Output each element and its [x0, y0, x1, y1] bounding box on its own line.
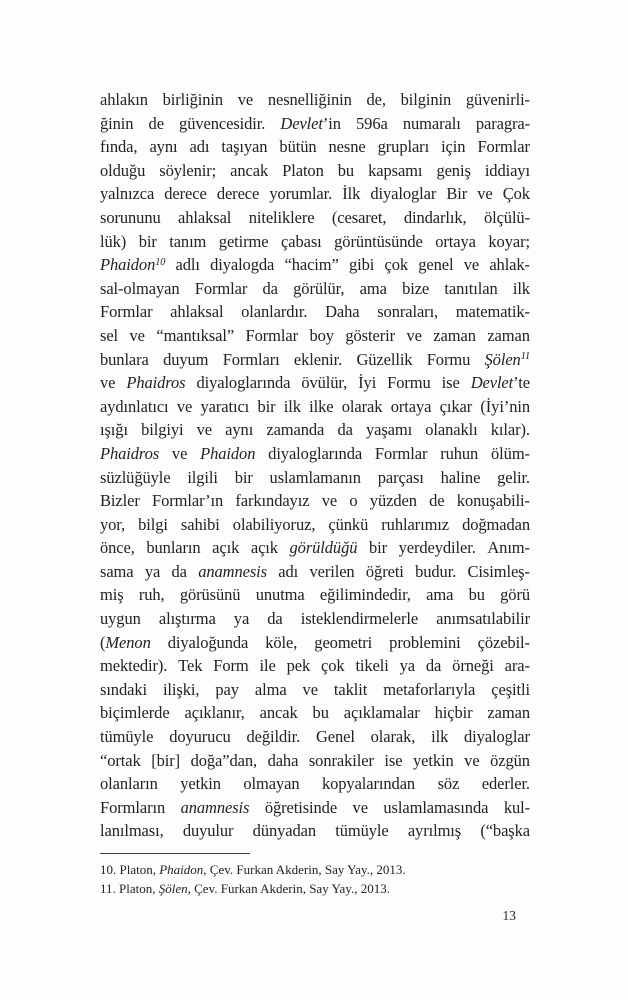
text-line: ışığı bilgiyi ve aynı zamanda da yaşamı olanaklı kılar).	[100, 420, 530, 440]
text-line: sel ve “mantıksal” Formlar boy gösterir ve zaman zaman	[100, 325, 530, 345]
paragraph	[100, 90, 530, 845]
page-number: 13	[502, 908, 516, 923]
text-line: sındaki ilişki, pay alma ve taklit metaforlarıyla çeşitli	[100, 679, 530, 699]
text-line: olduğu söylenir; ancak Platon bu kapsamı geniş iddiayı	[100, 160, 530, 180]
text-line: miş ruh, görüsünü unutma eğilimindedir, ama bu görü	[100, 585, 530, 605]
text-line: olanların yetkin olmayan kopyalarından söz ederler.	[100, 774, 530, 794]
text-line: bunlara duyum Formları eklenir. Güzellik Formu Şölen$^{11}$	[100, 349, 530, 369]
text-line: Phaidros ve Phaidon diyaloglarında Formlar ruhun ölüm-	[100, 443, 530, 463]
text-line: sorununu ahlaksal niteliklere (cesaret, dindarlık, ölçülü-	[100, 207, 530, 227]
text-line: tümüyle doyurucu değildir. Genel olarak, ilk diyaloglar	[100, 727, 530, 747]
text-line: sama ya da anamnesis adı verilen öğreti budur. Cisimleş-	[100, 561, 530, 581]
text-line: aydınlatıcı ve yaratıcı bir ilk ilke olarak ortaya çıkar (İyi’nin	[100, 396, 530, 416]
text-line: lük) bir tanım getirme çabası görüntüsünde ortaya koyar;	[100, 231, 530, 251]
text-line: ve Phaidros diyaloglarında övülür, İyi Formu ise Devlet’te	[100, 373, 530, 393]
text-line: mektedir). Tek Form ile pek çok tikeli ya da örneği ara-	[100, 656, 530, 676]
text-line: uygun alıştırma ya da isteklendirmelerle anımsatılabilir	[100, 609, 530, 629]
text-line: yalnızca derece derece yorumlar. İlk diyaloglar Bir ve Çok	[100, 184, 530, 204]
text-line: süzlüğüyle ilgili bir uslamlamanın parçası haline gelir.	[100, 467, 530, 487]
text-line: (Menon diyaloğunda köle, geometri problemini çözebil-	[100, 632, 530, 652]
text-line: Formlar ahlaksal olanlardır. Daha sonraları, matematik-	[100, 302, 530, 322]
text-line: sal-olmayan Formlar da görülür, ama bize tanıtılan ilk	[100, 278, 530, 298]
text-line: biçimlerde açıklanır, ancak bu açıklamalar hiçbir zaman	[100, 703, 530, 723]
text-line: ğinin de güvencesidir. Devlet’in 596a numaralı paragra-	[100, 113, 530, 133]
text-line: Bizler Formlar’ın farkındayız ve o yüzden de konuşabili-	[100, 491, 530, 511]
footnote: 10. Platon, Phaidon, Çev. Furkan Akderin, Say Yay., 2013.	[100, 862, 406, 877]
text-line: ahlakın birliğinin ve nesnelliğinin de, bilginin güvenirli-	[100, 90, 530, 109]
text-line: fında, aynı adı taşıyan bütün nesne grupları için Formlar	[100, 137, 530, 157]
footnotes-block	[100, 861, 530, 898]
footnote-separator	[100, 853, 250, 854]
footnote: 11. Platon, Şölen, Çev. Furkan Akderin, Say Yay., 2013.	[100, 880, 390, 896]
text-line: Formların anamnesis öğretisinde ve uslamlamasında kul-	[100, 797, 530, 817]
text-line: “ortak [bir] doğa”dan, daha sonrakiler ise yetkin ve özgün	[100, 750, 530, 770]
text-line: önce, bunların açık açık görüldüğü bir yerdeydiler. Anım-	[100, 538, 530, 558]
text-line: Phaidon$^{10}$ adlı diyalogda “hacim” gibi çok genel ve ahlak-	[100, 255, 530, 275]
text-line: yor, bilgi sahibi olabiliyoruz, çünkü ruhlarımız doğmadan	[100, 514, 530, 534]
text-line: lanılması, duyulur dünyadan tümüyle ayrılmış (“başka	[100, 821, 530, 841]
body-text	[100, 90, 530, 898]
